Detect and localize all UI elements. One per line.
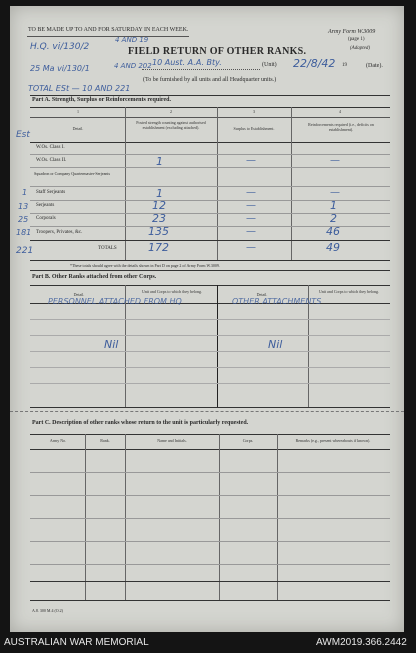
margin-val-4: 181 [16,228,32,237]
part-b-col-unit-2: Unit and Corps to which they belong. [318,289,380,294]
col-header-rule [30,142,390,143]
handwritten-ref-1b: 4 AND 19 [115,36,149,44]
form-sheet [10,6,404,632]
margin-val-5: 221 [16,246,34,256]
page-label: (page 1) [348,37,365,42]
row-reinf-wo2: — [330,155,340,166]
totals-posted: 172 [148,241,169,254]
top-note: TO BE MADE UP TO AND FOR SATURDAY IN EACH WEEK. [28,27,189,33]
form-subtitle: (To be furnished by all units and all Headquarter units.) [143,77,277,83]
margin-val-2: 13 [18,202,29,211]
part-c-line-3 [30,518,390,519]
row-reinf-pte: 46 [326,225,340,238]
part-b-nil-1: Nil [104,338,119,351]
part-b-nil-2: Nil [268,338,283,351]
part-c-line-4 [30,541,390,542]
col-header-posted: Posted strength counting against authorised establishment (excluding attached). [136,120,206,130]
handwritten-ref-1: H.Q. vi/130/2 [30,42,90,52]
part-b-heading: Part B. Other Ranks attached from other Corps. [32,274,157,280]
part-b-handwritten-2: OTHER ATTACHMENTS [232,297,322,306]
part-b-line-2 [30,335,390,336]
part-b-top-rule [30,270,390,271]
part-b-line-5 [30,383,390,384]
totals-label: TOTALS [98,246,117,251]
unit-label: (Unit) [262,62,277,68]
row-surplus-wo2: — [246,155,256,166]
col-number-3: 3 [253,109,255,114]
part-c-col-line-2 [125,434,126,600]
part-c-col-line-1 [85,434,86,600]
col-number-1: 1 [77,109,79,114]
part-a-col-line-2 [217,107,218,261]
part-a-heading: Part A. Strength, Surplus or Reinforcements required. [32,97,171,103]
unit-underline [142,69,260,70]
row-detail-pte: Troopers, Privates, &c. [36,230,83,235]
row-detail-cqms: Squadron or Company Quartermaster-Serjeants [34,171,111,176]
margin-val-3: 25 [18,215,29,224]
row-detail-cpl: Corporals [36,216,56,221]
row-surplus-cpl: — [246,213,256,224]
col-header-reinf: Reinforcements required (i.e., deficits on establishment). [308,122,374,132]
footer-accession: AWM2019.366.2442 [316,637,407,648]
row-posted-pte: 135 [148,225,169,238]
col-header-detail: Detail. [72,126,84,131]
top-rule [27,36,189,37]
row-posted-ssgt: 1 [156,187,163,200]
form-title: FIELD RETURN OF OTHER RANKS. [128,46,307,57]
row-posted-sgt: 12 [152,199,166,212]
part-c-col-corps: Corps. [242,438,254,443]
part-c-col-line-3 [219,434,220,600]
adapted-label: (Adapted) [350,46,370,51]
row-detail-wo1: W.Os. Class I. [36,145,65,150]
margin-est: Est [16,130,30,140]
col-header-surplus: Surplus to Establishment. [233,126,275,131]
handwritten-ref-2: 25 Ma vi/130/1 [30,64,90,73]
handwritten-ref-2b: 4 AND 202 [114,62,152,70]
row-posted-wo2: 1 [156,155,163,168]
handwritten-total-line: TOTAL ESt — 10 AND 221 [28,84,131,93]
row-reinf-ssgt: — [330,187,340,198]
part-c-col-line-4 [277,434,278,600]
row-detail-sgt: Serjeants [36,203,55,208]
part-c-col-name: Name and Initials. [157,438,187,443]
part-b-handwritten-1: PERSONNEL ATTACHED FROM HQ [48,297,182,306]
row-detail-wo2: W.Os. Class II. [36,158,67,163]
row-surplus-ssgt: — [246,187,256,198]
part-c-line-2 [30,495,390,496]
part-c-col-rank: Rank. [100,438,110,443]
totals-surplus: — [246,242,256,253]
archive-footer [0,632,416,653]
date-year: 19 [342,63,347,68]
margin-val-1: 1 [22,188,28,197]
handwritten-unit: 10 Aust. A.A. Bty. [152,58,222,67]
part-c-header-rule [30,449,390,450]
totals-rule [30,260,390,261]
date-label: (Date). [366,63,383,69]
part-a-col-line-3 [291,107,292,261]
part-b-col-detail-1: Detail. [73,292,85,297]
col-number-2: 2 [170,109,172,114]
part-a-heading-rule [30,107,390,108]
part-a-top-rule [30,95,390,96]
row-reinf-sgt: 1 [330,199,337,212]
part-b-col-unit-1: Unit and Corps to which they belong. [141,289,203,294]
part-b-line-4 [30,367,390,368]
print-code: A.8. 300 M.4 (O.2) [32,608,63,613]
part-c-line-5 [30,564,390,565]
part-b-line-3 [30,351,390,352]
footer-institution: AUSTRALIAN WAR MEMORIAL [4,637,149,648]
handwritten-date: 22/8/42 [293,57,336,70]
part-b-col-detail-2: Detail. [256,292,268,297]
part-b-col-line-2 [217,285,218,407]
row-detail-ssgt: Staff Serjeants [36,190,66,195]
row-surplus-pte: — [246,226,256,237]
part-b-line-1 [30,319,390,320]
row-rule-2 [30,167,390,168]
part-c-col-army-no: Army No. [49,438,67,443]
part-c-line-1 [30,472,390,473]
totals-reinf: 49 [326,241,340,254]
fold-line [10,411,404,412]
form-id: Army Form W.3009 [328,29,376,35]
col-number-4: 4 [339,109,341,114]
part-b-bottom-rule [30,407,390,408]
row-surplus-sgt: — [246,200,256,211]
part-c-col-remarks: Remarks (e.g., present whereabouts if known). [295,438,371,443]
part-c-heading: Part C. Description of other ranks whose return to the unit is particularly requested. [32,420,249,426]
row-reinf-cpl: 2 [330,212,337,225]
part-c-line-6 [30,581,390,582]
row-posted-cpl: 23 [152,212,166,225]
part-a-col-line-1 [125,107,126,261]
part-b-heading-rule [30,285,390,286]
part-c-bottom-rule [30,600,390,601]
totals-note: *These totals should agree with the details shown in Part D on page 2 of Army Form W.3009. [70,263,220,268]
part-c-heading-rule [30,434,390,435]
col-number-rule [30,117,390,118]
